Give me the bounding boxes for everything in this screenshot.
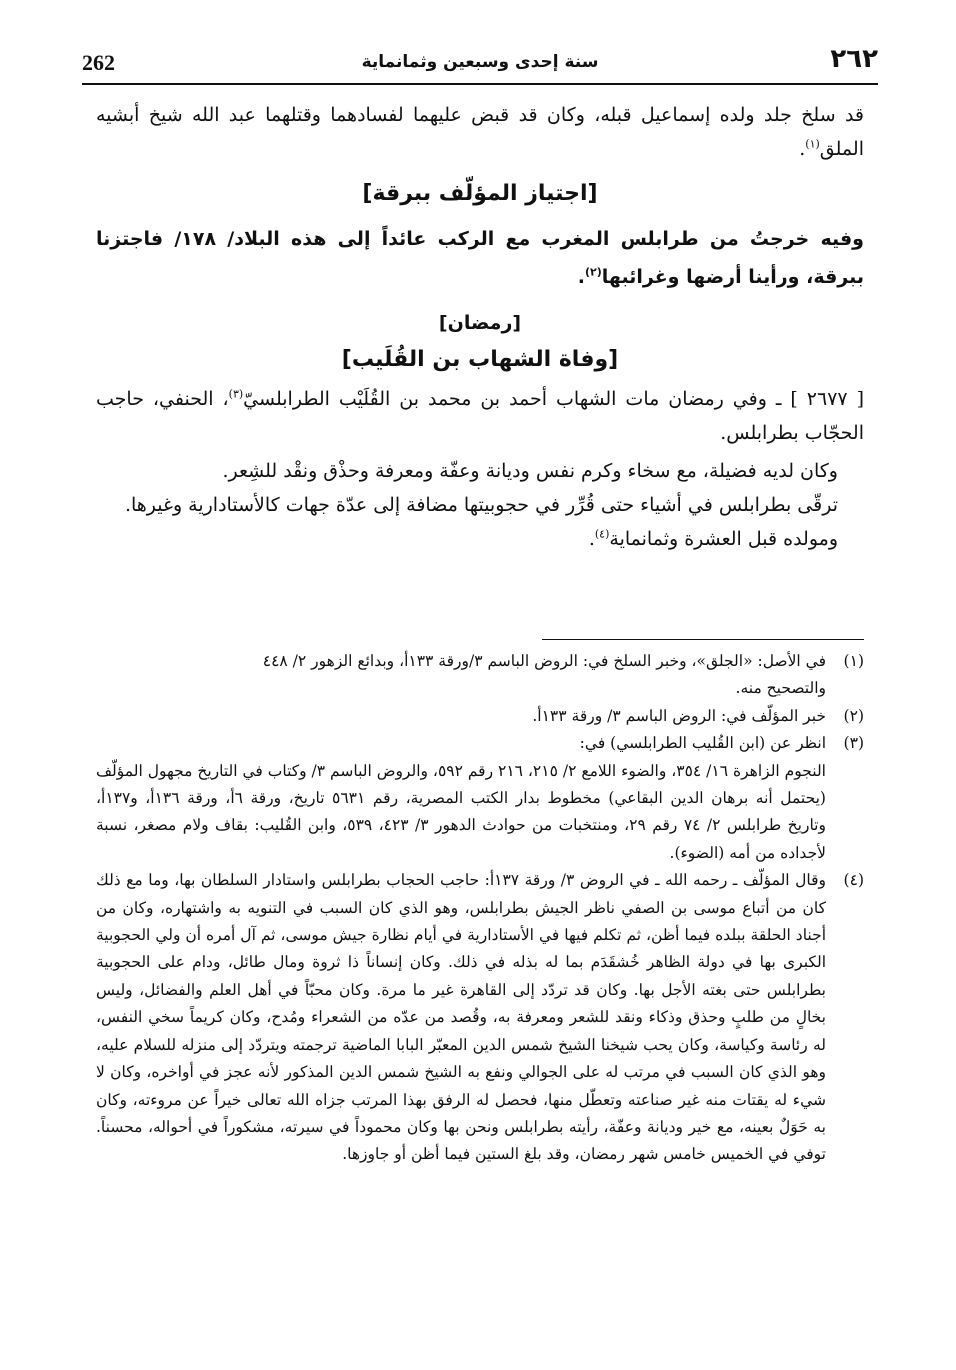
footnote-line: انظر عن (ابن القُليب الطرابلسي) في:	[579, 734, 826, 753]
footnote-item	[96, 867, 864, 1168]
header-divider	[82, 83, 878, 85]
footnote-line: في الأصل: «الجلق»، وخبر السلخ في: الروض الباسم ٣/ورقة ١٣٣أ، وبدائع الزهور ٢/ ٤٤٨	[262, 652, 826, 670]
paragraph-6	[96, 522, 864, 556]
footnote-number: (٣)	[843, 734, 864, 753]
paragraph-3-text: [ ٢٦٧٧ ] ـ وفي رمضان مات الشهاب أحمد بن محمد بن القُلَيْب الطرابلسيّ	[243, 388, 864, 410]
footnote-text	[96, 703, 826, 730]
paragraph-2-end: .	[577, 266, 586, 288]
paragraph-5: ترقّى بطرابلس في أشياء حتى قُرِّر في حجوبيتها مضافة إلى عدّة جهات كالأستادارية وغيرها.	[124, 494, 838, 516]
page-number-arabic: ٢٦٢	[830, 44, 878, 74]
section-heading-death: [وفاة الشهاب بن القُلَيب]	[341, 347, 619, 372]
section-heading-ramadan: [رمضان]	[438, 312, 522, 334]
footnote-ref-4: (٤)	[594, 527, 610, 541]
running-header	[82, 40, 878, 84]
paragraph-3-end: ، الحنفي، حاجب الحجّاب بطرابلس.	[96, 388, 864, 444]
footnotes	[96, 648, 864, 1169]
footnote-item	[96, 648, 864, 703]
paragraph-1-text: قد سلخ جلد ولده إسماعيل قبله، وكان قد قبض عليهما لفسادهما وقتلهما عبد الله شيخ أبشيه الملق	[96, 104, 865, 160]
footnote-text	[96, 730, 826, 867]
footnote-line: وقال المؤلّف ـ رحمه الله ـ في الروض ٣/ ورقة ١٣٧أ: حاجب الحجاب بطرابلس واستادار السلطان بها، وما مع ذلك كان من أتباع موسى بن الصفي ناظر الجيش بطرابلس، وهو الذي كان السبب في التنويه به واشتهاره، وكان من أجناد الحلقة ببلده فيما أظن، ثم تكلم فيها في الأستادارية في أيام نظارة جيش موسى، ثم آل أمره أن ولي الحجوبية الكبرى بها في دولة الظاهر خُشقَدَم بما له بذله في ذلك. وكان إنساناً ذا ثروة ومال طائل، ودام على الحجوبية بطرابلس حتى بغته الأجل بها. وكان قد تردّد إلى القاهرة غير ما مرة. وكان محبّاً في أهل العلم والفضائل، وليس بخالٍ من طلبٍ وحذق وذكاء ونقد للشعر ومعرفة به، وقُصد من عدّه من الشعراء ومُدح، وكان كريماً سخي النفس، له رئاسة وكياسة، وكان يحب شيخنا الشيخ شمس الدين المعبّر البابا الماضية ترجمته ويتردّد إلى منزله للسلام عليه، وهو الذي كان السبب في مرتب له على الجوالي ونفع به الشيخ شمس الدين المذكور لأنه عجز في أواخره، وكان لا شيء له يقتات منه غير صناعته وتعطّل منها، فحصل له الرفق بهذا المرتب جزاه الله تعالى خيراً عن مروءته، وكان به حَوَلٌ بعينه، مع خير وديانة وعفّة، رأيته بطرابلس ونحن بها وكان محموداً في سيرته، مشكوراً في أحواله، محسناً. توفي في الخميس خامس شهر رمضان، وقد بلغ الستين فيما أظن أو جاوزها.	[96, 871, 826, 1164]
footnote-ref-3: (٣)	[228, 387, 244, 401]
paragraph-2	[96, 220, 864, 296]
footnote-text	[96, 648, 826, 703]
main-text	[96, 98, 864, 556]
paragraph-2-text: وفيه خرجتُ من طرابلس المغرب مع الركب عائداً إلى هذه البلاد/ ١٧٨/ فاجتزنا ببرقة، ورأينا أرضها وغرائبها	[96, 228, 864, 288]
footnote-ref-2: (٢)	[585, 265, 602, 279]
footnote-line: والتصحيح منه.	[735, 679, 826, 698]
paragraph-3	[96, 382, 864, 450]
footnote-line: النجوم الزاهرة ١٦/ ٣٥٤، والضوء اللامع ٢/ ٢١٥، ٢١٦ رقم ٥٩٢، والروض الباسم ٣/ وكتاب في التاريخ مجهول المؤلّف (يحتمل أنه برهان الدين البقاعي) مخطوط بدار الكتب المصرية، رقم ٥٦٣١ تاريخ، ورقة ٦أ، ورقة ١٣٦أ، و١٣٧أ، وتاريخ طرابلس ٢/ ٧٤ رقم ٢٩، ومنتخبات من حوادث الدهور ٣/ ٤٢٣، ٥٣٩، وابن القُليب: بقاف ولام مصغر، نسبة لأجداده من أمه (الضوء).	[96, 761, 826, 862]
paragraph-6-end: .	[588, 528, 595, 550]
footnote-ref-1: (١)	[805, 137, 820, 151]
running-title: سنة إحدى وسبعين وثمانماية	[361, 52, 599, 72]
paragraph-4: وكان لديه فضيلة، مع سخاء وكرم نفس وديانة وعفّة ومعرفة وحذْق ونقْد للشِعر.	[222, 460, 838, 482]
footnote-number: (٤)	[843, 871, 864, 890]
paragraph-1: قد سلخ جلد ولده إسماعيل قبله، وكان قد قبض عليهما لفسادهما وقتلهما عبد الله شيخ أبشيه الملق$^{(١)}$.	[96, 104, 865, 160]
paragraph-6-text: ومولده قبل العشرة وثمانماية	[609, 528, 838, 550]
footnote-item	[96, 703, 864, 730]
footnote-line: خبر المؤلّف في: الروض الباسم ٣/ ورقة ١٣٣أ.	[532, 706, 826, 725]
footnote-number: (٢)	[843, 706, 864, 725]
page-number-latin: 262	[82, 50, 115, 75]
footnote-item	[96, 730, 864, 867]
footnote-number: (١)	[843, 652, 864, 670]
section-heading-author-passage: [اجتياز المؤلّف ببرقة]	[362, 181, 598, 206]
footnote-text	[96, 867, 826, 1168]
footnote-divider	[542, 639, 864, 640]
